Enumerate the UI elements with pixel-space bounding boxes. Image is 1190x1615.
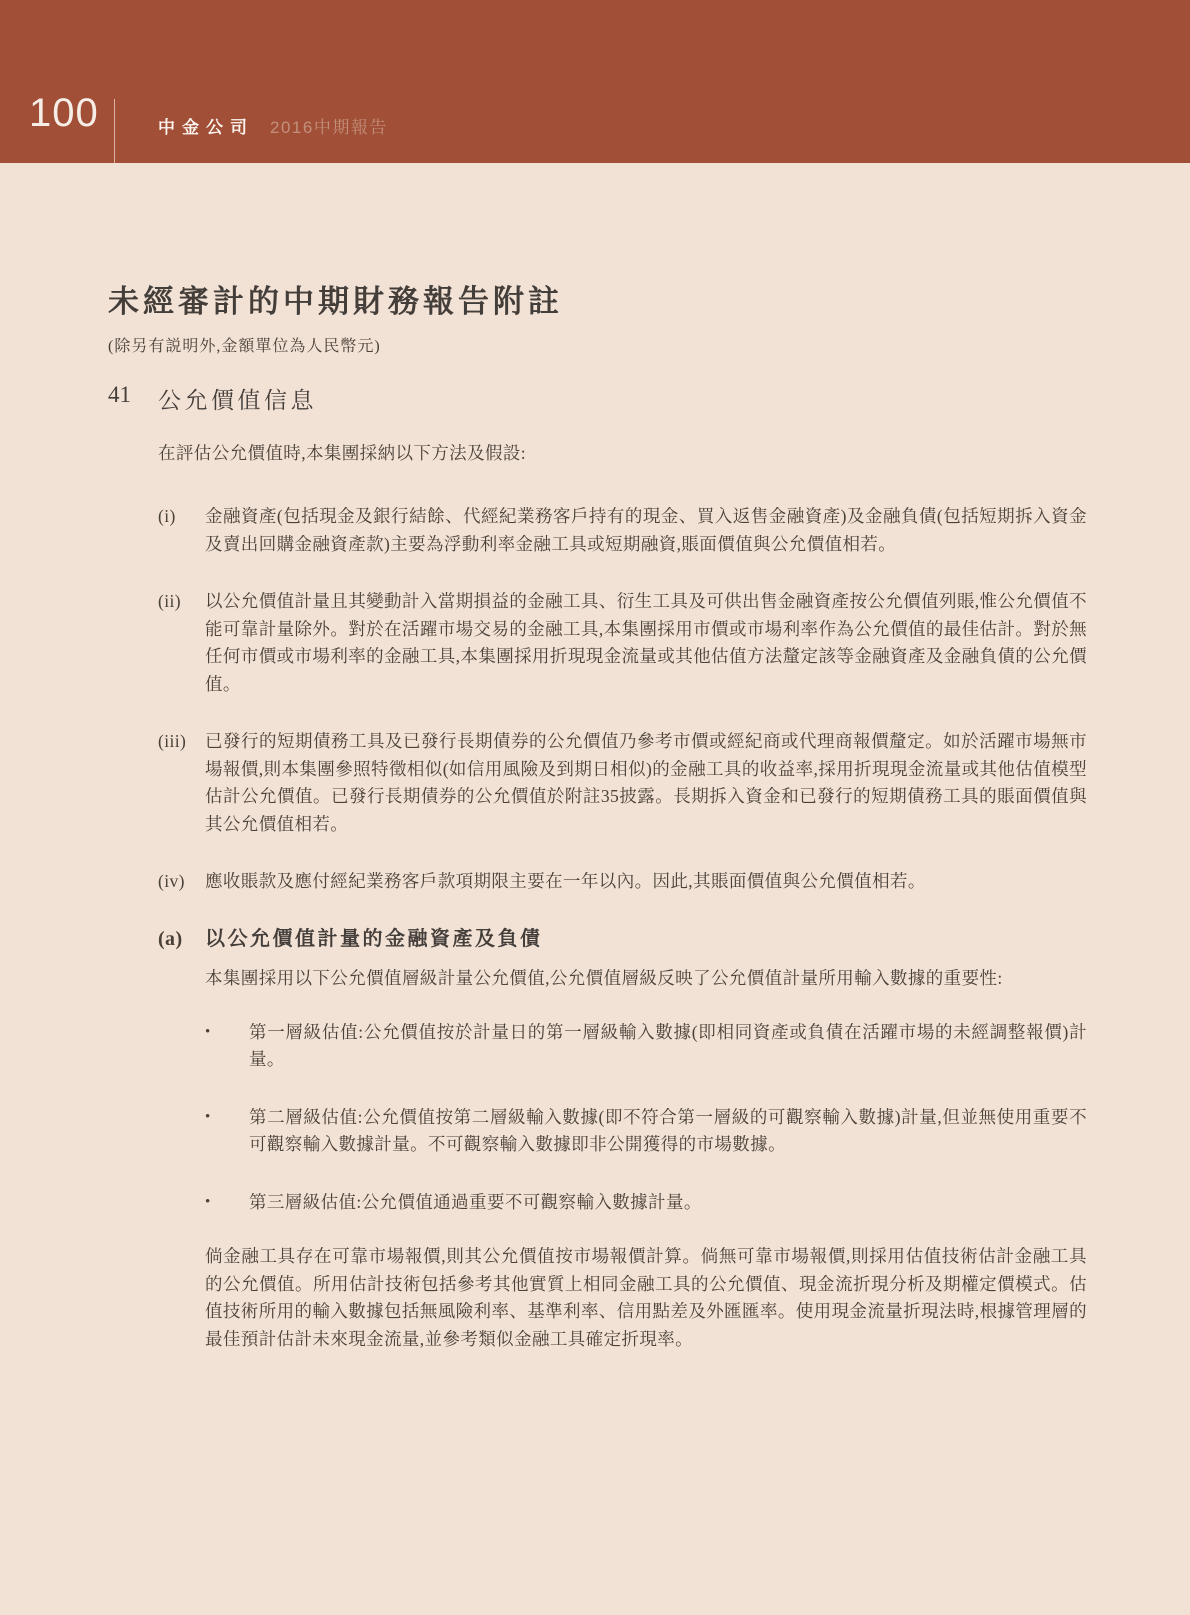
bullet-text: 第二層級估值:公允價值按第二層級輸入數據(即不符合第一層級的可觀察輸入數據)計量,但並無使用重要不可觀察輸入數據計量。不可觀察輸入數據即非公開獲得的市場數據。 [249,1106,1087,1155]
bullet-icon: • [205,1193,211,1210]
bullet-icon: • [205,1023,211,1040]
list-item-text: 應收賬款及應付經紀業務客戶款項期限主要在一年以內。因此,其賬面價值與公允價值相若。 [205,871,926,892]
list-item-text: 以公允價值計量且其變動計入當期損益的金融工具、衍生工具及可供出售金融資產按公允價值列賬,惟公允價值不能可靠計量除外。對於在活躍市場交易的金融工具,本集團採用市價或市場利率作為公允價值的最佳估計。對於無任何市價或市場利率的金融工具,本集團採用折現現金流量或其他估值方法釐定該等金融資產及金融負債的公允價值。 [205,591,1087,694]
subsection-heading [158,926,1087,954]
list-item-label: (i) [158,506,176,527]
bullet-item-level1 [205,1019,1087,1074]
page-header-band [0,0,1190,163]
subsection-closing-paragraph: 倘金融工具存在可靠市場報價,則其公允價值按市場報價計算。倘無可靠市場報價,則採用估值技術估計金融工具的公允價值。所用估計技術包括參考其他實質上相同金融工具的公允價值、現金流折現分析及期權定價模式。估值技術所用的輸入數據包括無風險利率、基準利率、信用點差及外匯匯率。使用現金流量折現法時,根據管理層的最佳預計估計未來現金流量,並參考類似金融工具確定折現率。 [205,1246,1087,1349]
list-item-text: 金融資產(包括現金及銀行結餘、代經紀業務客戶持有的現金、買入返售金融資產)及金融負債(包括短期拆入資金及賣出回購金融資產款)主要為浮動利率金融工具或短期融資,賬面價值與公允價值相若。 [205,506,1087,554]
document-title: 未經審計的中期財務報告附註 [108,284,563,319]
bullet-text: 第三層級估值:公允價值通過重要不可觀察輸入數據計量。 [249,1191,702,1212]
subsection-intro: 本集團採用以下公允價值層級計量公允價值,公允價值層級反映了公允價值計量所用輸入數據的重要性: [205,968,1003,989]
list-item-i [158,503,1087,558]
bullet-item-level2 [205,1104,1087,1159]
subsection-label: (a) [158,927,183,950]
section-title: 公允價值信息 [158,387,317,413]
list-item-iii [158,728,1087,838]
section-intro: 在評估公允價值時,本集團採納以下方法及假設: [158,442,527,463]
company-name: 中金公司 [158,118,254,137]
subsection-body [205,965,1087,1353]
section-body [158,440,1087,1354]
list-item-label: (ii) [158,591,181,612]
list-item-label: (iii) [158,731,187,752]
section-number: 41 [108,381,131,407]
list-item-ii [158,588,1087,698]
bullet-text: 第一層級估值:公允價值按於計量日的第一層級輸入數據(即相同資產或負債在活躍市場的未經調整報價)計量。 [249,1021,1087,1070]
section-heading [108,382,1087,415]
page-content [0,163,1190,1353]
masthead [158,113,388,138]
list-item-text: 已發行的短期債務工具及已發行長期債券的公允價值乃參考市價或經紀商或代理商報價釐定。如於活躍市場無市場報價,則本集團參照特徵相似(如信用風險及到期日相似)的金融工具的收益率,採用折現現金流量或其他估值模型估計公允價值。已發行長期債券的公允價值於附註35披露。長期拆入資金和已發行的短期債務工具的賬面價值與其公允價值相若。 [205,731,1087,834]
bullet-icon: • [205,1108,211,1125]
list-item-iv [158,868,1087,896]
bullet-item-level3 [205,1189,1087,1217]
list-item-label: (iv) [158,871,185,892]
header-divider [114,99,115,163]
page-number: 100 [29,91,99,135]
subsection-title: 以公允價值計量的金融資產及負債 [205,927,543,950]
document-subtitle: (除另有説明外,金額單位為人民幣元) [108,337,381,355]
report-edition: 2016中期報告 [270,118,388,137]
